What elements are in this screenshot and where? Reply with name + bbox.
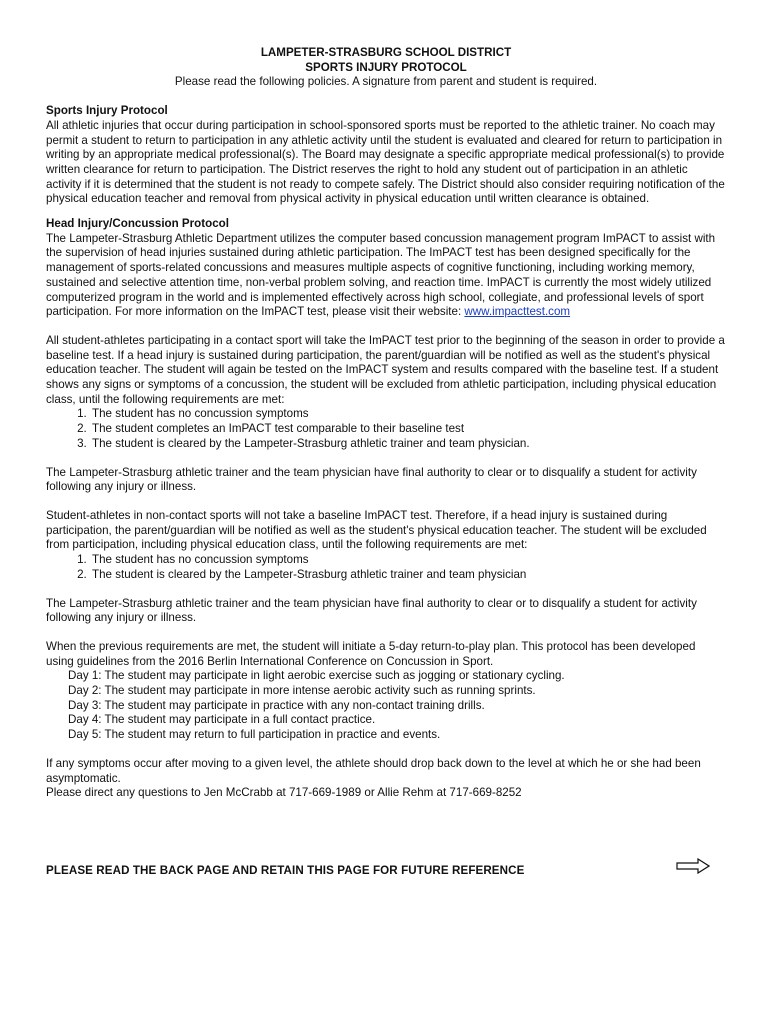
contact-sport-paragraph: All student-athletes participating in a contact sport will take the ImPACT test prior to the beginning of the season in order to provide a baseline test. If a head injury is sustained during participation, the parent/guardian will be notified as well as the student's physical education teacher. The student will again be tested on the ImPACT system and results compared with the baseline test. If a student shows any signs or symptoms of a concussion, the student will be excluded from athletic participation, including physical education class, until the following requirements are met: (46, 333, 725, 406)
return-to-play-days (46, 669, 726, 743)
list-item: 1. The student has no concussion symptoms (90, 553, 726, 568)
authority-paragraph-1: The Lampeter-Strasburg athletic trainer and the team physician have final authority to clear or to disqualify a student for activity following any injury or illness. (46, 465, 697, 494)
return-to-play-paragraph: When the previous requirements are met, the student will initiate a 5-day return-to-play plan. This protocol has been developed using guidelines from the 2016 Berlin International Conference on Concussion in Sport. (46, 639, 696, 668)
contact-info: Please direct any questions to Jen McCrabb at 717-669-1989 or Allie Rehm at 717-669-8252 (46, 786, 522, 800)
noncontact-sport-paragraph: Student-athletes in non-contact sports will not take a baseline ImPACT test. Therefore, if a head injury is sustained during participation, the parent/guardian will be notified as well as the student's physical education teacher. The student will be excluded from participation, including physical education class, until the following requirements are met: (46, 508, 707, 552)
concussion-heading: Head Injury/Concussion Protocol (46, 217, 229, 231)
impact-website-link[interactable]: www.impacttest.com (464, 305, 571, 319)
concussion-intro (46, 232, 726, 320)
list-item: 2. The student is cleared by the Lampeter-Strasburg athletic trainer and team physician (90, 568, 726, 583)
instruction-text: Please read the following policies. A signature from parent and student is required. (174, 75, 598, 89)
district-title: LAMPETER-STRASBURG SCHOOL DISTRICT (260, 46, 512, 59)
day-item: Day 4: The student may participate in a full contact practice. (68, 713, 376, 727)
day-item: Day 2: The student may participate in more intense aerobic activity such as running sprints. (68, 684, 536, 698)
footer-notice: PLEASE READ THE BACK PAGE AND RETAIN THIS PAGE FOR FUTURE REFERENCE (46, 864, 525, 877)
contact-requirements-list (46, 407, 726, 451)
right-arrow-icon (676, 858, 710, 874)
protocol-title: SPORTS INJURY PROTOCOL (305, 60, 467, 74)
day-item: Day 5: The student may return to full participation in practice and events. (68, 728, 441, 742)
symptoms-paragraph: If any symptoms occur after moving to a given level, the athlete should drop back down to the level at which he or she had been asymptomatic. (46, 756, 701, 785)
list-item: 3. The student is cleared by the Lampeter-Strasburg athletic trainer and team physician. (90, 437, 726, 452)
sports-injury-heading: Sports Injury Protocol (46, 104, 168, 118)
authority-paragraph-2: The Lampeter-Strasburg athletic trainer and the team physician have final authority to clear or to disqualify a student for activity following any injury or illness. (46, 596, 697, 625)
document-page (46, 46, 726, 801)
concussion-intro-text: The Lampeter-Strasburg Athletic Department utilizes the computer based concussion management program ImPACT to assist with the supervision of head injuries sustained during athletic participation. The ImPACT test has been designed specifically for the management of sports-related concussions and measures multiple aspects of cognitive functioning, including working memory, sustained and selective attention time, non-verbal problem solving, and reaction time. ImPACT is currently the most widely utilized computerized program in the world and is implemented effectively across high school, collegiate, and professional levels of sport participation. For more information on the ImPACT test, please visit their website: (46, 231, 716, 319)
list-item: 1. The student has no concussion symptoms (90, 407, 726, 422)
noncontact-requirements-list (46, 553, 726, 582)
sports-injury-body: All athletic injuries that occur during participation in school-sponsored sports must be reported to the athletic trainer. No coach may permit a student to return to participation in any athletic activity until the student is evaluated and cleared for return to participation in writing by an appropriate medical professional(s). The Board may designate a specific appropriate medical professional(s) to provide written clearance for return to participation. The District reserves the right to hold any student out of participation in an athletic activity if it is determined that the student is not ready to compete safely. The District should also consider requiring notification of the physical education teacher and removal from physical activity in physical education until written clearance is obtained. (46, 118, 725, 206)
day-item: Day 3: The student may participate in practice with any non-contact training drills. (68, 698, 485, 712)
day-item: Day 1: The student may participate in light aerobic exercise such as jogging or stationary cycling. (68, 669, 565, 683)
list-item: 2. The student completes an ImPACT test comparable to their baseline test (90, 422, 726, 437)
